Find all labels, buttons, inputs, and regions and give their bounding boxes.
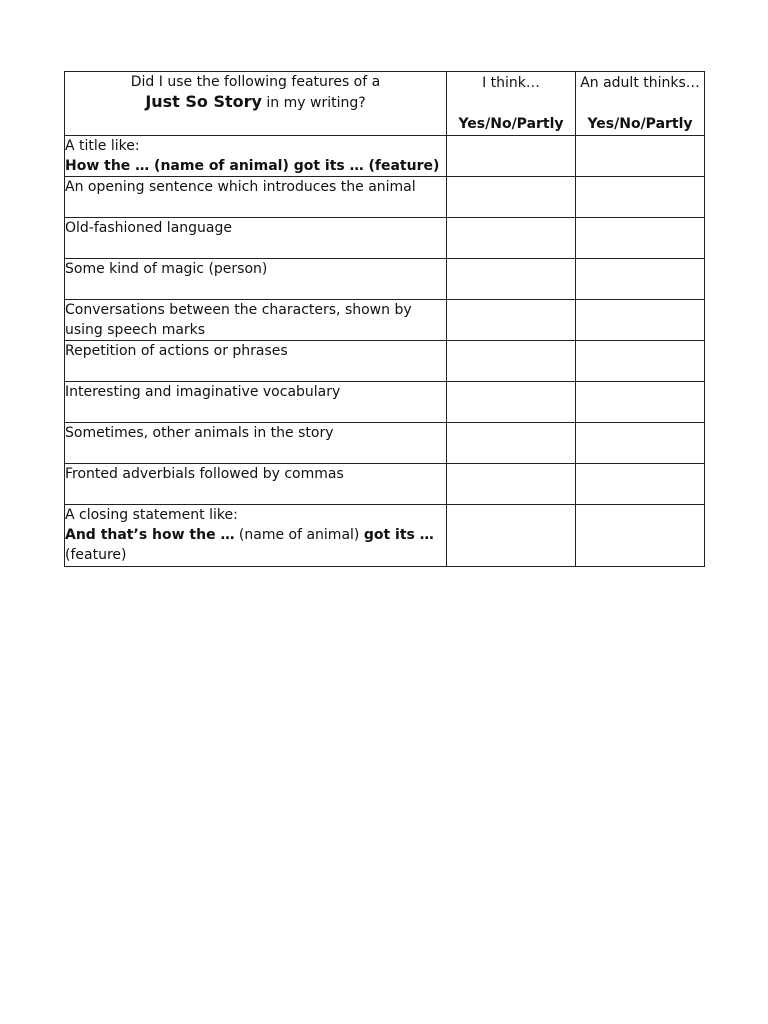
self-answer-cell[interactable] <box>447 300 576 341</box>
table-row <box>65 136 705 177</box>
criterion-vocabulary <box>65 382 447 423</box>
adult-answer-cell[interactable] <box>576 423 705 464</box>
adult-answer-cell[interactable] <box>576 382 705 423</box>
criterion-opening <box>65 177 447 218</box>
self-assessment-table <box>64 71 705 567</box>
self-answer-cell[interactable] <box>447 341 576 382</box>
criterion-text: Sometimes, other animals in the story <box>65 425 334 441</box>
criterion-language <box>65 218 447 259</box>
self-answer-cell[interactable] <box>447 382 576 423</box>
criterion-example-middle: (name of animal) <box>234 527 364 543</box>
self-assessment-header <box>447 72 576 136</box>
adult-answer-cell[interactable] <box>576 177 705 218</box>
criterion-text: A title like: <box>65 138 140 154</box>
adult-answer-cell[interactable] <box>576 136 705 177</box>
table-header-row <box>65 72 705 136</box>
adult-header-label: An adult thinks… <box>580 75 700 91</box>
self-answer-cell[interactable] <box>447 259 576 300</box>
table-row <box>65 382 705 423</box>
table-row <box>65 464 705 505</box>
criterion-example-tail: (feature) <box>65 547 127 563</box>
criterion-repetition <box>65 341 447 382</box>
table-row <box>65 177 705 218</box>
adult-answer-cell[interactable] <box>576 218 705 259</box>
adult-answer-cell[interactable] <box>576 259 705 300</box>
self-answer-cell[interactable] <box>447 464 576 505</box>
adult-answer-cell[interactable] <box>576 464 705 505</box>
criterion-example-start: And that’s how the … <box>65 527 235 543</box>
self-answer-options: Yes/No/Partly <box>458 116 564 132</box>
criterion-text: Old-fashioned language <box>65 220 232 236</box>
table-row <box>65 505 705 567</box>
adult-answer-options: Yes/No/Partly <box>587 116 693 132</box>
table-row <box>65 218 705 259</box>
criterion-text: Some kind of magic (person) <box>65 261 268 277</box>
criterion-title <box>65 136 447 177</box>
self-answer-cell[interactable] <box>447 136 576 177</box>
criteria-header-line1: Did I use the following features of a <box>130 74 381 90</box>
criterion-adverbials <box>65 464 447 505</box>
criterion-other-animals <box>65 423 447 464</box>
table-row <box>65 341 705 382</box>
adult-assessment-header <box>576 72 705 136</box>
criterion-text: Fronted adverbials followed by commas <box>65 466 344 482</box>
table-row <box>65 423 705 464</box>
table-row <box>65 300 705 341</box>
self-answer-cell[interactable] <box>447 177 576 218</box>
criterion-text: An opening sentence which introduces the animal <box>65 179 416 195</box>
criterion-example: How the … (name of animal) got its … (feature) <box>65 158 440 174</box>
criteria-header <box>65 72 447 136</box>
criterion-text: Interesting and imaginative vocabulary <box>65 384 341 400</box>
self-header-label: I think… <box>482 75 540 91</box>
self-answer-cell[interactable] <box>447 505 576 567</box>
criterion-text: Repetition of actions or phrases <box>65 343 288 359</box>
adult-answer-cell[interactable] <box>576 300 705 341</box>
self-answer-cell[interactable] <box>447 423 576 464</box>
criterion-magic <box>65 259 447 300</box>
criterion-closing <box>65 505 447 567</box>
adult-answer-cell[interactable] <box>576 505 705 567</box>
adult-answer-cell[interactable] <box>576 341 705 382</box>
story-name: Just So Story <box>145 92 262 111</box>
criterion-text: A closing statement like: <box>65 507 238 523</box>
table-row <box>65 259 705 300</box>
self-answer-cell[interactable] <box>447 218 576 259</box>
criterion-example-end: got its … <box>363 527 434 543</box>
criteria-header-line2: in my writing? <box>261 95 366 111</box>
criterion-text: Conversations between the characters, shown by using speech marks <box>65 302 412 338</box>
criterion-conversations <box>65 300 447 341</box>
